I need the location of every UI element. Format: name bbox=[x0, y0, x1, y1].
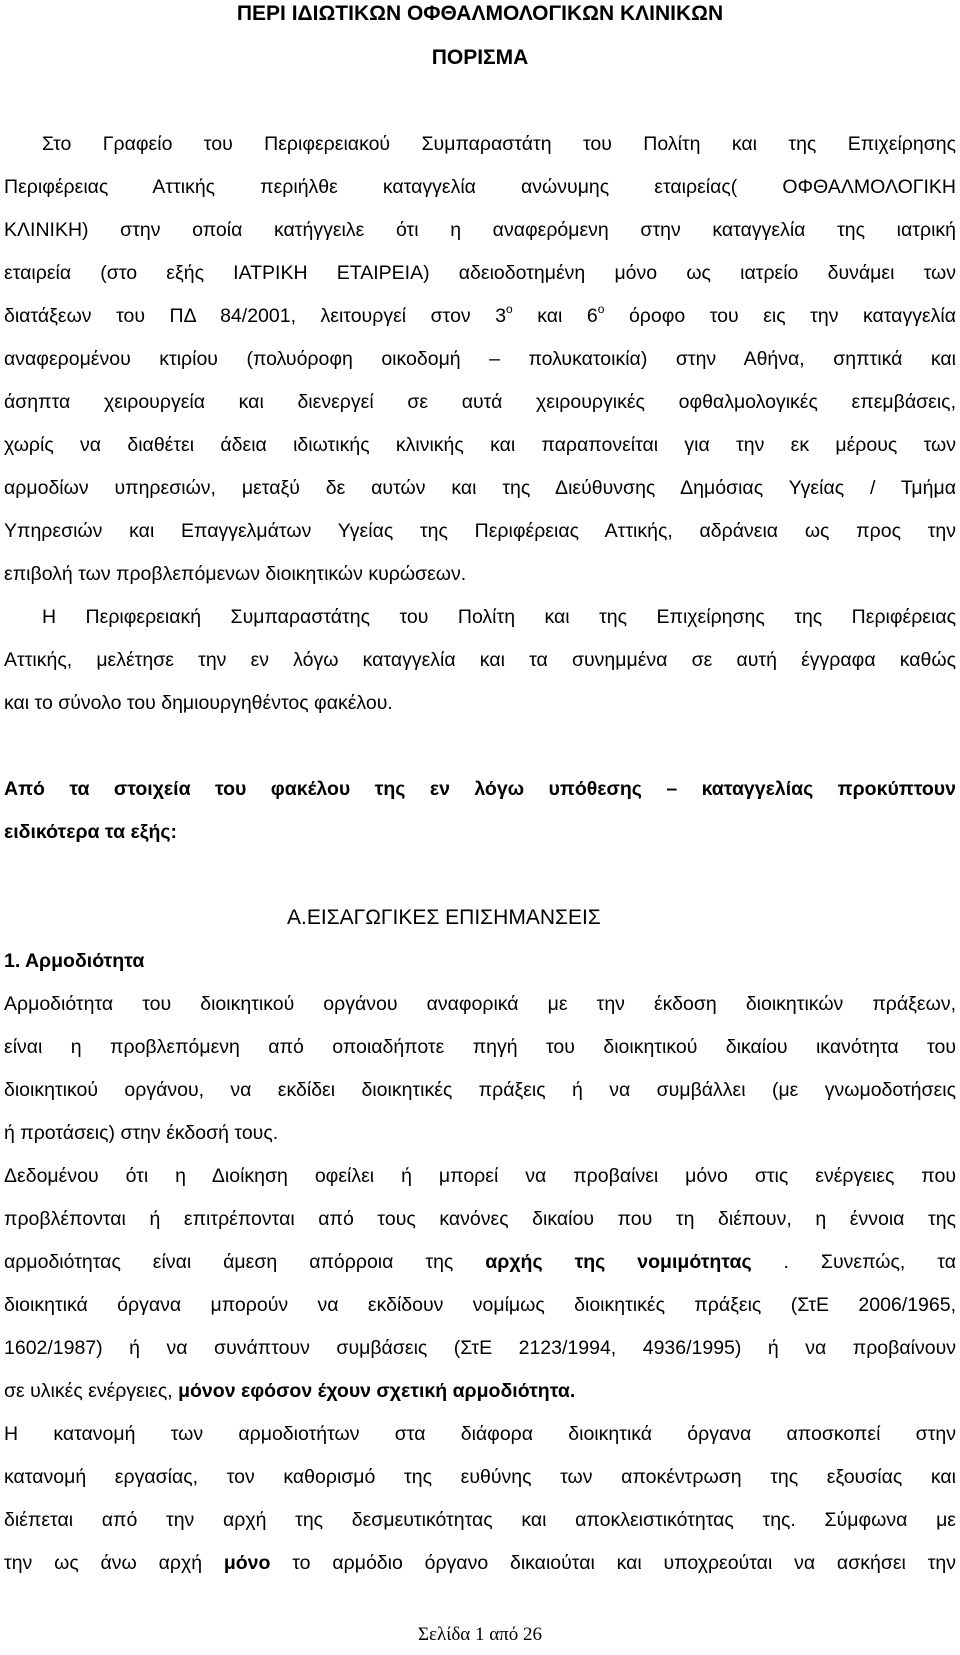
intro-line-1: Στο Γραφείο του Περιφερειακού Συμπαραστάτη του Πολίτη και της Επιχείρησης bbox=[42, 133, 956, 155]
document-title: ΠΕΡΙ ΙΔΙΩΤΙΚΩΝ ΟΦΘΑΛΜΟΛΟΓΙΚΩΝ ΚΛΙΝΙΚΩΝ bbox=[236, 2, 724, 25]
intro-line-9: αρμοδίων υπηρεσιών, μεταξύ δε αυτών και της Διεύθυνσης Δημόσιας Υγείας / Τμήμα bbox=[4, 477, 956, 499]
competence-p2-line-5: 1602/1987) ή να συνάπτουν συμβάσεις (ΣτΕ 2123/1994, 4936/1995) ή να προβαίνουν bbox=[4, 1337, 956, 1359]
intro-line-2: Περιφέρειας Αττικής περιήλθε καταγγελία ανώνυμης εταιρείας( ΟΦΘΑΛΜΟΛΟΓΙΚΗ bbox=[4, 176, 956, 198]
study-line-1: Η Περιφερειακή Συμπαραστάτης του Πολίτη και της Επιχείρησης της Περιφέρειας bbox=[42, 606, 956, 628]
competence-p2-line-6-part-a: σε υλικές ενέργειες, bbox=[4, 1380, 179, 1402]
competence-p2-line-3-part-c: . Συνεπώς, τα bbox=[751, 1251, 956, 1273]
document-subtitle: ΠΟΡΙΣΜΑ bbox=[431, 46, 529, 69]
section-a-heading: Α.ΕΙΣΑΓΩΓΙΚΕΣ ΕΠΙΣΗΜΑΝΣΕΙΣ bbox=[287, 906, 601, 929]
intro-line-5 bbox=[4, 303, 956, 329]
competence-p3-line-3: διέπεται από την αρχή της δεσμευτικότητας και αποκλειστικότητας της. Σύμφωνα με bbox=[4, 1509, 956, 1531]
intro-line-7: άσηπτα χειρουργεία και διενεργεί σε αυτά χειρουργικές οφθαλμολογικές επεμβάσεις, bbox=[4, 391, 956, 413]
competence-p3-line-4-part-a: την ως άνω αρχή bbox=[4, 1552, 224, 1574]
competence-p2-line-4: διοικητικά όργανα μπορούν να εκδίδουν νομίμως διοικητικές πράξεις (ΣτΕ 2006/1965, bbox=[4, 1294, 956, 1316]
competence-emphasis: μόνον εφόσον έχουν σχετική αρμοδιότητα. bbox=[178, 1380, 576, 1402]
study-line-3: και το σύνολο του δημιουργηθέντος φακέλου. bbox=[4, 692, 393, 714]
intro-line-4: εταιρεία (στο εξής ΙΑΤΡΙΚΗ ΕΤΑΙΡΕΙΑ) αδειοδοτημένη μόνο ως ιατρείο δυνάμει των bbox=[4, 262, 956, 284]
competence-p1-line-4: ή προτάσεις) στην έκδοσή τους. bbox=[4, 1122, 279, 1144]
intro-line-11: επιβολή των προβλεπόμενων διοικητικών κυρώσεων. bbox=[4, 563, 467, 585]
findings-line-2: ειδικότερα τα εξής: bbox=[4, 821, 177, 843]
competence-p3-line-4 bbox=[4, 1550, 956, 1576]
competence-p1-line-2: είναι η προβλεπόμενη από οποιαδήποτε πηγή του διοικητικού δικαίου ικανότητα του bbox=[4, 1036, 956, 1058]
competence-p2-line-2: προβλέπονται ή επιτρέπονται από τους κανόνες δικαίου που τη διέπουν, η έννοια της bbox=[4, 1208, 956, 1230]
legality-principle-emphasis: αρχής της νομιμότητας bbox=[485, 1251, 752, 1273]
competence-p1-line-1: Αρμοδιότητα του διοικητικού οργάνου αναφορικά με την έκδοση διοικητικών πράξεων, bbox=[4, 993, 956, 1015]
competence-p3-line-4-part-c: το αρμόδιο όργανο δικαιούται και υποχρεούται να ασκήσει την bbox=[270, 1552, 956, 1574]
competence-p2-line-3 bbox=[4, 1249, 956, 1275]
ordinal-superscript: ο bbox=[506, 301, 513, 316]
page-number-footer: Σελίδα 1 από 26 bbox=[417, 1624, 543, 1645]
only-emphasis: μόνο bbox=[223, 1552, 271, 1574]
intro-line-10: Υπηρεσιών και Επαγγελμάτων Υγείας της Περιφέρειας Αττικής, αδράνεια ως προς την bbox=[4, 520, 956, 542]
competence-p3-line-2: κατανομή εργασίας, τον καθορισμό της ευθύνης των αποκέντρωση της εξουσίας και bbox=[4, 1466, 956, 1488]
competence-heading: 1. Αρμοδιότητα bbox=[4, 950, 145, 972]
competence-p2-line-3-part-a: αρμοδιότητας είναι άμεση απόρροια της bbox=[4, 1251, 486, 1273]
intro-line-5-part-b: και 6 bbox=[512, 305, 598, 327]
intro-line-5-part-c: όροφο του εις την καταγγελία bbox=[604, 305, 957, 327]
competence-p2-line-1: Δεδομένου ότι η Διοίκηση οφείλει ή μπορεί να προβαίνει μόνο στις ενέργειες που bbox=[4, 1165, 956, 1187]
findings-line-1: Από τα στοιχεία του φακέλου της εν λόγω υπόθεσης – καταγγελίας προκύπτουν bbox=[4, 778, 956, 800]
study-line-2: Αττικής, μελέτησε την εν λόγω καταγγελία και τα συνημμένα σε αυτή έγγραφα καθώς bbox=[4, 649, 956, 671]
competence-p1-line-3: διοικητικού οργάνου, να εκδίδει διοικητικές πράξεις ή να συμβάλλει (με γνωμοδοτήσεις bbox=[4, 1079, 956, 1101]
intro-line-3: ΚΛΙΝΙΚΗ) στην οποία κατήγγειλε ότι η αναφερόμενη στην καταγγελία της ιατρική bbox=[4, 219, 956, 241]
competence-p3-line-1: Η κατανομή των αρμοδιοτήτων στα διάφορα διοικητικά όργανα αποσκοπεί στην bbox=[4, 1423, 956, 1445]
ordinal-superscript: ο bbox=[597, 301, 605, 316]
intro-line-8: χωρίς να διαθέτει άδεια ιδιωτικής κλινικής και παραπονείται για την εκ μέρους των bbox=[4, 434, 956, 456]
intro-line-6: αναφερομένου κτιρίου (πολυόροφη οικοδομή – πολυκατοικία) στην Αθήνα, σηπτικά και bbox=[4, 348, 956, 370]
intro-line-5-part-a: διατάξεων του ΠΔ 84/2001, λειτουργεί στον 3 bbox=[4, 305, 507, 327]
competence-p2-line-6 bbox=[4, 1378, 956, 1404]
